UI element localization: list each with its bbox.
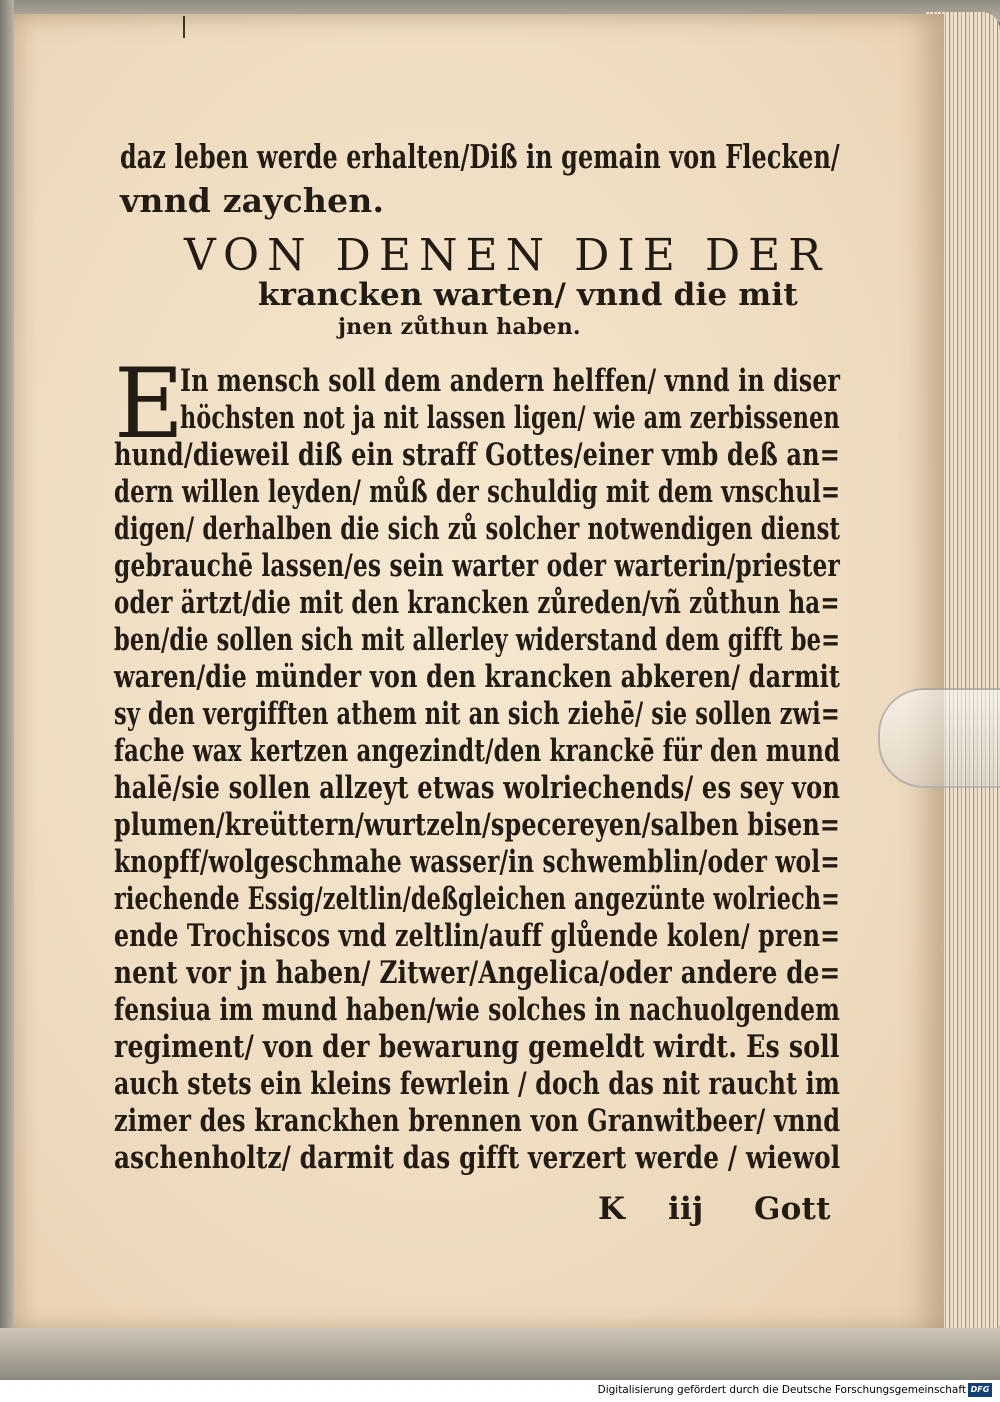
body-line: höchsten not ja nit lassen ligen/ wie am zerbissenen <box>180 400 840 436</box>
body-line: sy den vergifften athem nit an sich ziehē/ sie sollen zwi= <box>114 696 840 732</box>
page-mark <box>183 16 185 38</box>
body-line: hund/dieweil diß ein straff Gottes/einer vmb deß an= <box>114 437 841 473</box>
carryover-line-1: daz leben werde erhalten/Diß in gemain von Flecken/ <box>120 137 840 176</box>
body-line: digen/ derhalben die sich zů solcher notwendigen dienst <box>114 511 841 547</box>
body-line: oder ärtzt/die mit den krancken zůreden/vñ zůthun ha= <box>114 585 840 621</box>
body-line: nent vor jn haben/ Zitwer/Angelica/oder andere de= <box>114 955 841 991</box>
body-line: fensiua im mund haben/wie solches in nachuolgendem <box>114 992 840 1028</box>
book-cover-bottom <box>0 1328 1000 1380</box>
signature-mark: K <box>598 1191 626 1227</box>
body-line: regiment/ von der bewarung gemeldt wirdt. Es soll <box>114 1029 840 1065</box>
body-line: plumen/kreüttern/wurtzeln/specereyen/salben bisen= <box>114 807 841 843</box>
page-clip <box>878 688 1000 788</box>
body-line: dern willen leyden/ můß der schuldig mit dem vnschul= <box>114 474 841 510</box>
body-line: knopff/wolgeschmahe wasser/in schwemblin/oder wol= <box>114 844 840 880</box>
body-line: ende Trochiscos vnd zeltlin/auff glůende kolen/ pren= <box>114 918 841 954</box>
body-line: In mensch soll dem andern helffen/ vnnd in diser <box>180 363 841 399</box>
funding-credit: Digitalisierung gefördert durch die Deutsche Forschungsgemeinschaft <box>597 1384 966 1396</box>
dfg-logo-icon: DFG <box>968 1383 992 1397</box>
body-line: riechende Essig/zeltlin/deßgleichen angezünte wolriech= <box>114 881 841 917</box>
section-subheading-2: jnen zůthun haben. <box>338 314 581 340</box>
section-heading: VON DENEN DIE DER <box>184 230 830 281</box>
body-line: halē/sie sollen allzeyt etwas wolriechends/ es sey von <box>114 770 841 806</box>
body-line: ben/die sollen sich mit allerley widerstand dem gifft be= <box>114 622 841 658</box>
body-line: zimer des kranckhen brennen von Granwitbeer/ vnnd <box>114 1103 841 1139</box>
carryover-line-2: vnnd zaychen. <box>120 181 385 220</box>
book-cover-left <box>0 0 14 1380</box>
body-line: fache wax kertzen angezindt/den kranckē für den mund <box>114 733 841 769</box>
body-line: aschenholtz/ darmit das gifft verzert werde / wiewol <box>114 1140 841 1176</box>
body-line: waren/die münder von den krancken abkeren/ darmit <box>114 659 841 695</box>
footer-bar <box>0 1380 1000 1402</box>
body-line: gebrauchē lassen/es sein warter oder warterin/priester <box>114 548 840 584</box>
section-subheading: krancken warten/ vnnd die mit <box>258 277 798 313</box>
body-line: auch stets ein kleins fewrlein / doch das nit raucht im <box>114 1066 840 1102</box>
drop-initial: E <box>114 348 185 460</box>
catchword: Gott <box>754 1191 831 1227</box>
signature-numeral: iij <box>668 1191 704 1227</box>
